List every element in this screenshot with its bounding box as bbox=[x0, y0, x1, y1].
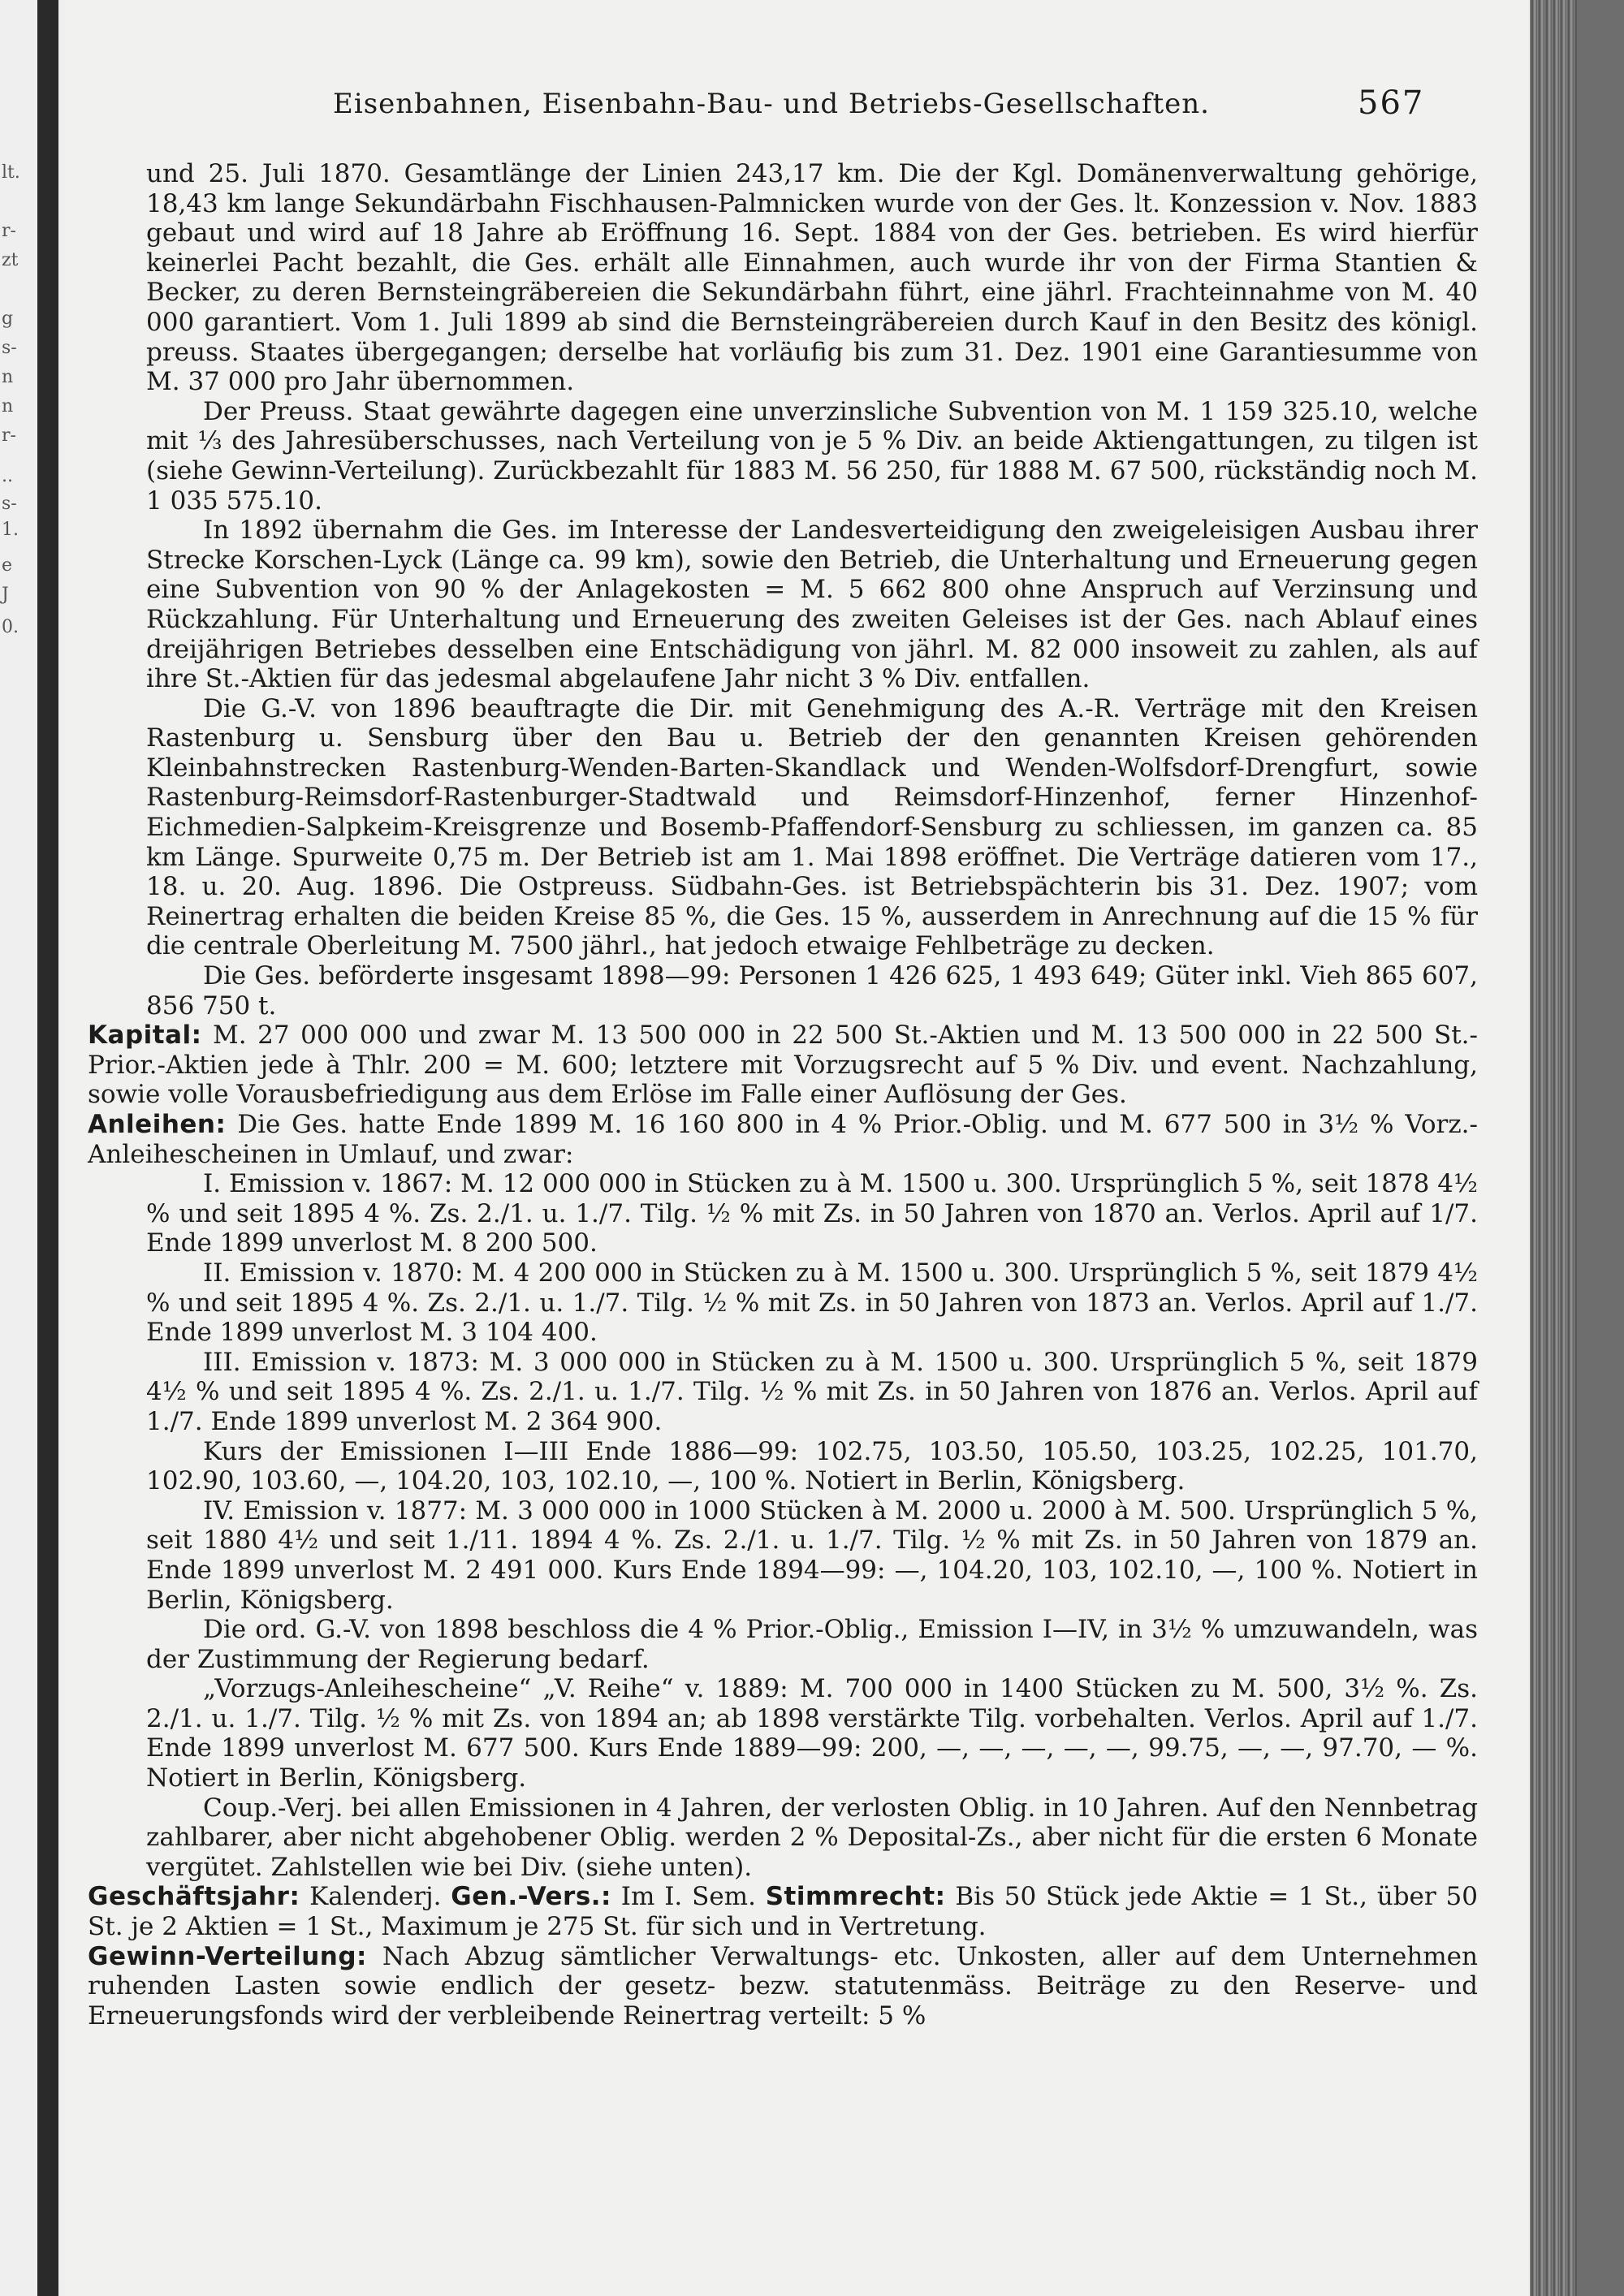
page-header bbox=[65, 84, 1577, 136]
section-text: Nach Abzug sämtlicher Verwaltungs- etc. Unkosten, aller auf dem Unternehmen ruhenden Lasten sowie endlich der gesetz- bezw. statutenmäss. Beiträge zu den Reserve- und Erneuerungsfonds wird der verbleibende Reinertrag verteilt: 5 % bbox=[88, 1941, 1478, 2031]
section-paragraph bbox=[88, 1942, 1478, 2031]
section-label: Geschäftsjahr: bbox=[88, 1882, 300, 1912]
section-text: Bis 50 Stück jede Aktie = 1 St., über 50 St. je 2 Aktien = 1 St., Maximum je 275 St. für sich und in Vertretung. bbox=[88, 1882, 1478, 1942]
paragraph: Kurs der Emissionen I—III Ende 1886—99: 102.75, 103.50, 105.50, 103.25, 102.25, 101.70, 102.90, 103.60, —, 104.20, 103, 102.10, —, 100 %. Notiert in Berlin, Königsberg. bbox=[146, 1436, 1478, 1496]
page-number: 567 bbox=[1358, 84, 1425, 122]
margin-fragment: J bbox=[2, 585, 9, 605]
section-text: M. 27 000 000 und zwar M. 13 500 000 in 22 500 St.-Aktien und M. 13 500 000 in 22 500 St.-Prior.-Aktien jede à Thlr. 200 = M. 600; letztere mit Vorzugsrecht auf 5 % Div. und event. Nachzahlung, sowie volle Vorausbefriedigung aus dem Erlöse im Falle einer Auflösung der Ges. bbox=[88, 1021, 1478, 1110]
margin-fragment: s- bbox=[2, 494, 17, 514]
paragraph: IV. Emission v. 1877: M. 3 000 000 in 1000 Stücken à M. 2000 u. 2000 à M. 500. Ursprünglich 5 %, seit 1880 4½ und seit 1./11. 1894 4 %. Zs. 2./1. u. 1./7. Tilg. ½ % mit Zs. in 50 Jahren von 1879 an. Ende 1899 unverlost M. 2 491 000. Kurs Ende 1894—99: —, 104.20, 103, 102.10, —, 100 %. Notiert in Berlin, Königsberg. bbox=[146, 1495, 1478, 1615]
margin-fragment: 1. bbox=[2, 520, 19, 540]
section-label: Stimmrecht: bbox=[765, 1882, 946, 1912]
paragraph: „Vorzugs-Anleihescheine“ „V. Reihe“ v. 1889: M. 700 000 in 1400 Stücken zu M. 500, 3½ %. Zs. 2./1. u. 1./7. Tilg. ½ % mit Zs. von 1894 an; ab 1898 verstärkte Tilg. vorbehalten. Verlos. April auf 1./7. Ende 1899 unverlost M. 677 500. Kurs Ende 1889—99: 200, —, —, —, —, —, 99.75, —, —, 97.70, — %. Notiert in Berlin, Königsberg. bbox=[146, 1674, 1478, 1793]
paragraph: I. Emission v. 1867: M. 12 000 000 in Stücken zu à M. 1500 u. 300. Ursprünglich 5 %, seit 1878 4½ % und seit 1895 4 %. Zs. 2./1. u. 1./7. Tilg. ½ % mit Zs. in 50 Jahren von 1870 an. Verlos. April auf 1/7. Ende 1899 unverlost M. 8 200 500. bbox=[146, 1169, 1478, 1258]
page-gutter-shadow bbox=[37, 0, 58, 2296]
margin-fragment: e bbox=[2, 555, 13, 576]
margin-fragment: n bbox=[2, 396, 14, 416]
section-text: Kalenderj. bbox=[300, 1882, 451, 1912]
running-head: Eisenbahnen, Eisenbahn-Bau- und Betriebs-Gesellschaften. bbox=[333, 88, 1210, 120]
adjacent-page-edge bbox=[0, 0, 65, 2296]
paragraph: und 25. Juli 1870. Gesamtlänge der Linien 243,17 km. Die der Kgl. Domänenverwaltung gehörige, 18,43 km lange Sekundärbahn Fischhausen-Palmnicken wurde von der Ges. lt. Konzession v. Nov. 1883 gebaut und wird auf 18 Jahre ab Eröffnung 16. Sept. 1884 von der Ges. betrieben. Es wird hierfür keinerlei Pacht bezahlt, die Ges. erhält alle Einnahmen, auch wurde ihr von der Firma Stantien & Becker, zu deren Bernsteingräbereien die Sekundärbahn führt, eine jährl. Frachteinnahme von M. 40 000 garantiert. Vom 1. Juli 1899 ab sind die Bernsteingräbereien durch Kauf in den Besitz des königl. preuss. Staates übergegangen; derselbe hat vorläufig bis zum 31. Dez. 1901 eine Garantiesumme von M. 37 000 pro Jahr übernommen. bbox=[146, 159, 1478, 397]
paragraph: Die ord. G.-V. von 1898 beschloss die 4 % Prior.-Oblig., Emission I—IV, in 3½ % umzuwandeln, was der Zustimmung der Regierung bedarf. bbox=[146, 1615, 1478, 1674]
margin-fragment: lt. bbox=[2, 162, 20, 183]
paragraph: In 1892 übernahm die Ges. im Interesse der Landesverteidigung den zweigeleisigen Ausbau ihrer Strecke Korschen-Lyck (Länge ca. 99 km), sowie den Betrieb, die Unterhaltung und Erneuerung gegen eine Subvention von 90 % der Anlagekosten = M. 5 662 800 ohne Anspruch auf Verzinsung und Rückzahlung. Für Unterhaltung und Erneuerung des zweiten Geleises ist der Ges. nach Ablauf eines dreijährigen Betriebes desselben eine Entschädigung von jährl. M. 82 000 insoweit zu zahlen, als auf ihre St.-Aktien für das jedesmal abgelaufene Jahr nicht 3 % Div. entfallen. bbox=[146, 516, 1478, 694]
section-label: Gewinn-Verteilung: bbox=[88, 1941, 367, 1971]
section-label: Kapital: bbox=[88, 1021, 202, 1051]
section-text: Im I. Sem. bbox=[611, 1882, 766, 1912]
section-label: Gen.-Vers.: bbox=[451, 1882, 611, 1912]
section-paragraph bbox=[88, 1021, 1478, 1110]
margin-fragment: n bbox=[2, 367, 14, 387]
margin-fragment: r- bbox=[2, 425, 16, 446]
margin-fragment: .. bbox=[2, 466, 13, 486]
margin-fragment: r- bbox=[2, 221, 16, 241]
section-paragraph bbox=[88, 1882, 1478, 1941]
document-page bbox=[65, 0, 1577, 2296]
paragraph: Die Ges. beförderte insgesamt 1898—99: Personen 1 426 625, 1 493 649; Güter inkl. Vieh 865 607, 856 750 t. bbox=[146, 961, 1478, 1021]
paragraph: Coup.-Verj. bei allen Emissionen in 4 Jahren, der verlosten Oblig. in 10 Jahren. Auf den Nennbetrag zahlbarer, aber nicht abgehobener Oblig. werden 2 % Deposital-Zs., aber nicht für die ersten 6 Monate vergütet. Zahlstellen wie bei Div. (siehe unten). bbox=[146, 1793, 1478, 1882]
margin-fragment: g bbox=[2, 309, 14, 329]
book-spine bbox=[1530, 0, 1577, 2296]
section-label: Anleihen: bbox=[88, 1110, 227, 1139]
margin-fragment: zt bbox=[2, 250, 19, 270]
section-paragraph bbox=[88, 1110, 1478, 1169]
paragraph: Die G.-V. von 1896 beauftragte die Dir. mit Genehmigung des A.-R. Verträge mit den Kreisen Rastenburg u. Sensburg über den Bau u. Betrieb der den genannten Kreisen gehörenden Kleinbahnstrecken Rastenburg-Wenden-Barten-Skandlack und Wenden-Wolfsdorf-Drengfurt, sowie Rastenburg-Reimsdorf-Rastenburger-Stadtwald und Reimsdorf-Hinzenhof, ferner Hinzenhof-Eichmedien-Salpkeim-Kreisgrenze und Bosemb-Pfaffendorf-Sensburg zu schliessen, im ganzen ca. 85 km Länge. Spurweite 0,75 m. Der Betrieb ist am 1. Mai 1898 eröffnet. Die Verträge datieren vom 17., 18. u. 20. Aug. 1896. Die Ostpreuss. Südbahn-Ges. ist Betriebspächterin bis 31. Dez. 1907; vom Reinertrag erhalten die beiden Kreise 85 %, die Ges. 15 %, ausserdem in Anrechnung auf die 15 % für die centrale Oberleitung M. 7500 jährl., hat jedoch etwaige Fehlbeträge zu decken. bbox=[146, 693, 1478, 961]
paragraph: Der Preuss. Staat gewährte dagegen eine unverzinsliche Subvention von M. 1 159 325.10, welche mit ⅓ des Jahresüberschusses, nach Verteilung von je 5 % Div. an beide Aktiengattungen, zu tilgen ist (siehe Gewinn-Verteilung). Zurückbezahlt für 1883 M. 56 250, für 1888 M. 67 500, rückständig noch M. 1 035 575.10. bbox=[146, 396, 1478, 516]
body-text bbox=[88, 159, 1478, 2031]
section-text: Die Ges. hatte Ende 1899 M. 16 160 800 in 4 % Prior.-Oblig. und M. 677 500 in 3½ % Vorz.-Anleihescheinen in Umlauf, und zwar: bbox=[88, 1110, 1478, 1169]
paragraph: II. Emission v. 1870: M. 4 200 000 in Stücken zu à M. 1500 u. 300. Ursprünglich 5 %, seit 1879 4½ % und seit 1895 4 %. Zs. 2./1. u. 1./7. Tilg. ½ % mit Zs. in 50 Jahren von 1873 an. Verlos. April auf 1./7. Ende 1899 unverlost M. 3 104 400. bbox=[146, 1258, 1478, 1348]
margin-fragment: s- bbox=[2, 338, 17, 358]
paragraph: III. Emission v. 1873: M. 3 000 000 in Stücken zu à M. 1500 u. 300. Ursprünglich 5 %, seit 1879 4½ % und seit 1895 4 %. Zs. 2./1. u. 1./7. Tilg. ½ % mit Zs. in 50 Jahren von 1876 an. Verlos. April auf 1./7. Ende 1899 unverlost M. 2 364 900. bbox=[146, 1347, 1478, 1436]
margin-fragment: 0. bbox=[2, 617, 19, 637]
